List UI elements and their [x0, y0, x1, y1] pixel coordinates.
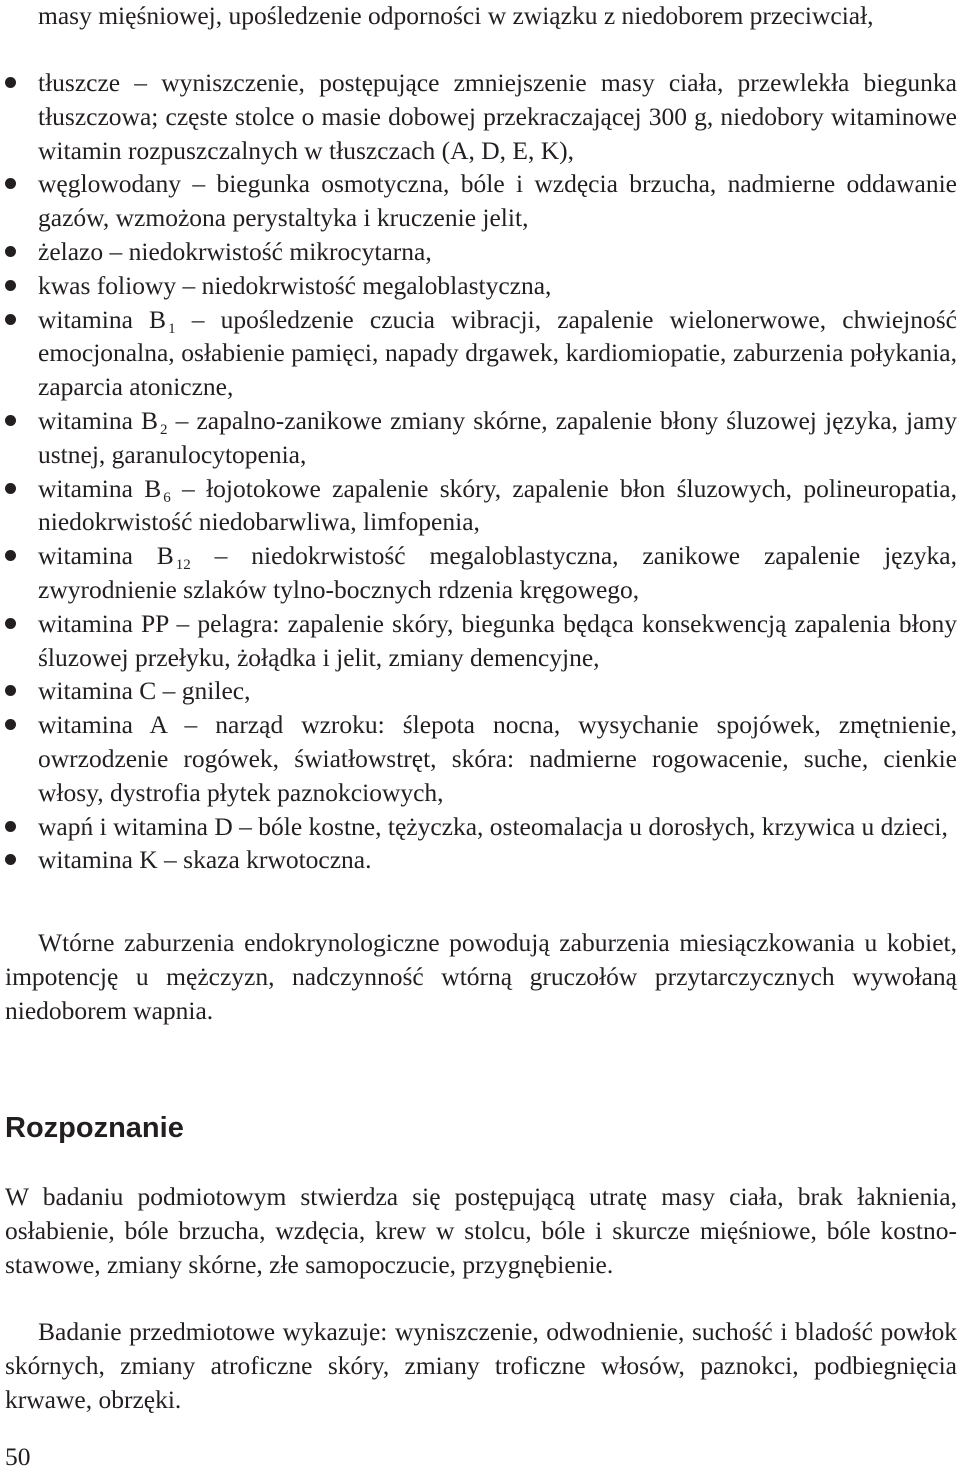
- list-item-text-rest: – łojotokowe zapalenie skóry, zapalenie błon śluzowych, polineuropatia, niedokrwistość niedobarwliwa, limfopenia,: [38, 473, 957, 537]
- bullet-icon: [5, 280, 16, 291]
- list-item-text: witamina B: [38, 304, 167, 334]
- continued-list-item-text: masy mięśniowej, upośledzenie odporności w związku z niedoborem przeciwciał,: [38, 1, 874, 30]
- bullet-icon: [5, 685, 16, 696]
- list-item: [5, 167, 957, 235]
- list-item-text: żelazo – niedokrwistość mikrocytarna,: [38, 236, 432, 266]
- subscript: 2: [160, 421, 168, 438]
- list-item: [5, 472, 957, 540]
- list-item: [5, 66, 957, 167]
- bullet-icon: [5, 178, 16, 189]
- list-item-text: kwas foliowy – niedokrwistość megaloblastyczna,: [38, 270, 552, 300]
- list-item: [5, 674, 957, 708]
- list-item-text: witamina B: [38, 473, 162, 503]
- list-item-text-rest: – zapalno-zanikowe zmiany skórne, zapalenie błony śluzowej języka, jamy ustnej, garanulocytopenia,: [38, 405, 957, 469]
- list-item-text: węglowodany – biegunka osmotyczna, bóle i wzdęcia brzucha, nadmierne oddawanie gazów, wzmożona perystaltyka i kruczenie jelit,: [38, 169, 957, 233]
- list-item: [5, 404, 957, 472]
- subscript: 6: [163, 489, 171, 506]
- bullet-icon: [5, 719, 16, 730]
- bullet-icon: [5, 618, 16, 629]
- bullet-icon: [5, 483, 16, 494]
- list-item: [5, 843, 957, 877]
- document-page: [5, 0, 957, 1473]
- bullet-icon: [5, 246, 16, 257]
- list-item: [5, 607, 957, 675]
- page-number: 50: [5, 1442, 31, 1471]
- deficiency-symptom-list: [5, 66, 957, 877]
- subscript: 12: [175, 557, 191, 574]
- diagnosis-paragraph: W badaniu podmiotowym stwierdza się postępującą utratę masy ciała, brak łaknienia, osłabienie, bóle brzucha, wzdęcia, krew w stolcu, bóle i skurcze mięśniowe, bóle kostno-stawowe, zmiany skórne, złe samopoczucie, przygnębienie.: [5, 1182, 957, 1279]
- list-item-text: witamina A – narząd wzroku: ślepota nocna, wysychanie spojówek, zmętnienie, owrzodzenie rogówek, światłowstręt, skóra: nadmierne rogowacenie, suche, cienkie włosy, dystrofia płytek paznokciowych,: [38, 710, 957, 807]
- list-item: [5, 708, 957, 809]
- bullet-icon: [5, 77, 16, 88]
- list-item-text-rest: – niedokrwistość megaloblastyczna, zanikowe zapalenie języka, zwyrodnienie szlaków tylno-bocznych rdzenia kręgowego,: [38, 541, 957, 604]
- list-item-text: witamina C – gnilec,: [38, 676, 251, 706]
- list-item-text-rest: – upośledzenie czucia wibracji, zapalenie wielonerwowe, chwiejność emocjonalna, osłabienie pamięci, napady drgawek, kardiomiopatie, zaburzenia połykania, zaparcia atoniczne,: [38, 304, 957, 402]
- list-item-text: witamina B: [38, 541, 174, 571]
- list-item-text: witamina K – skaza krwotoczna.: [38, 845, 372, 875]
- endocrine-paragraph: Wtórne zaburzenia endokrynologiczne powodują zaburzenia miesiączkowania u kobiet, impotencję u mężczyzn, nadczynność wtórną gruczołów przytarczycznych wywołaną niedoborem wapnia.: [5, 928, 957, 1025]
- list-item: [5, 303, 957, 404]
- diagnosis-paragraph: Badanie przedmiotowe wykazuje: wyniszczenie, odwodnienie, suchość i bladość powłok skórnych, zmiany atroficzne skóry, zmiany troficzne włosów, paznokci, podbiegnięcia krwawe, obrzęki.: [5, 1317, 957, 1414]
- subscript: 1: [168, 320, 176, 337]
- bullet-icon: [5, 550, 16, 561]
- section-heading: Rozpoznanie: [5, 1112, 184, 1144]
- list-item: [5, 539, 957, 607]
- bullet-icon: [5, 415, 16, 426]
- list-item-text: witamina B: [38, 405, 159, 435]
- list-item: [5, 269, 957, 303]
- list-item-text: witamina PP – pelagra: zapalenie skóry, biegunka będąca konsekwencją zapalenia błony śluzowej przełyku, żołądka i jelit, zmiany demencyjne,: [38, 608, 957, 672]
- bullet-icon: [5, 314, 16, 325]
- list-item: [5, 810, 957, 844]
- list-item-text: wapń i witamina D – bóle kostne, tężyczka, osteomalacja u dorosłych, krzywica u dzieci,: [38, 811, 948, 841]
- list-item: [5, 235, 957, 269]
- bullet-icon: [5, 854, 16, 865]
- bullet-icon: [5, 821, 16, 832]
- list-item-text: tłuszcze – wyniszczenie, postępujące zmniejszenie masy ciała, przewlekła biegunka tłuszczowa; częste stolce o masie dobowej przekraczającej 300 g, niedobory witaminowe witamin rozpuszczalnych w tłuszczach (A, D, E, K),: [38, 68, 957, 165]
